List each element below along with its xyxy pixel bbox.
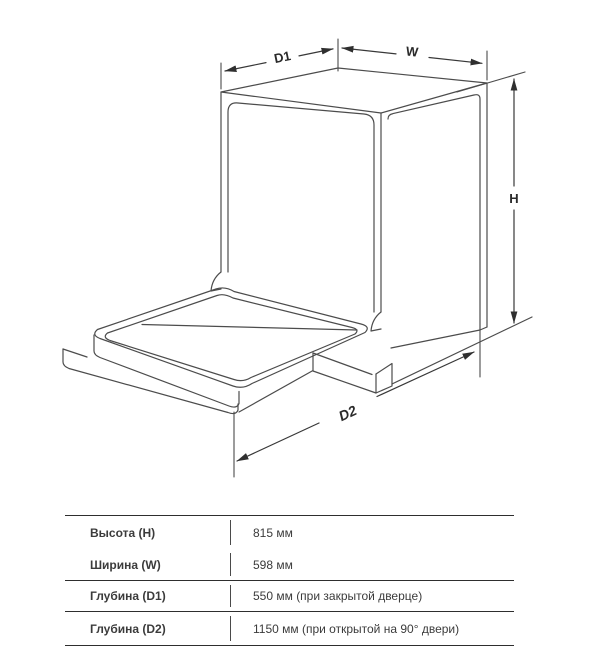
dimension-d1 [221, 39, 338, 89]
dimension-d2 [234, 330, 480, 477]
dimension-label-d1: D1 [272, 47, 293, 67]
plinth-base [313, 317, 532, 393]
open-door [63, 288, 367, 414]
dimension-label-w: W [405, 43, 419, 60]
machine-body [211, 68, 487, 348]
row-label: Глубина (D1) [90, 589, 166, 603]
table-row [65, 581, 514, 612]
dimension-w [342, 43, 487, 80]
row-value: 1150 мм (при открытой на 90° двери) [230, 612, 514, 645]
row-label: Ширина (W) [90, 557, 161, 572]
row-label: Высота (H) [90, 525, 156, 540]
dimension-label-h: H [509, 191, 519, 206]
row-value: 815 мм [230, 516, 514, 549]
row-value: 598 мм [230, 549, 514, 580]
row-value: 550 мм (при закрытой дверце) [230, 581, 514, 611]
dimension-h [457, 72, 525, 323]
row-label: Глубина (D2) [90, 621, 166, 636]
table-row [65, 549, 514, 581]
dimension-label-d2: D2 [336, 402, 360, 425]
dimensions-table [65, 515, 514, 646]
table-row [65, 516, 514, 549]
table-row [65, 612, 514, 645]
